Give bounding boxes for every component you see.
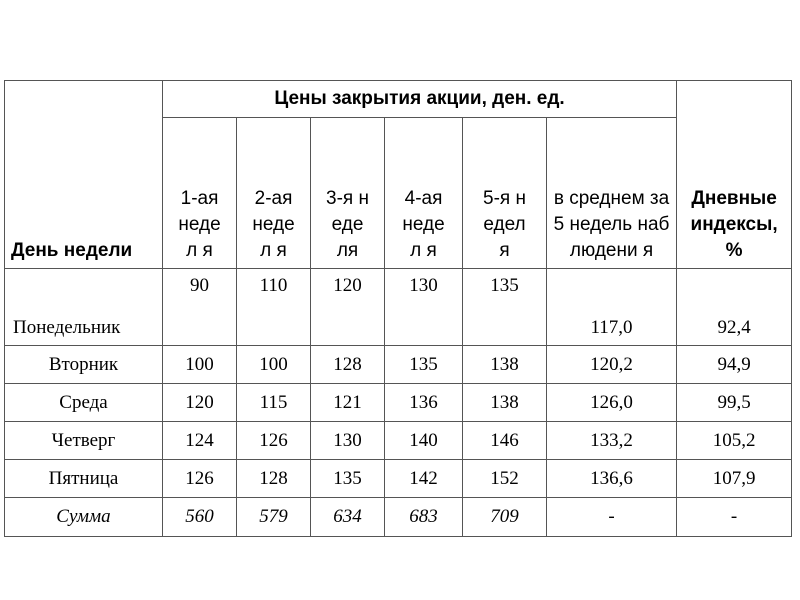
average-cell: 117,0	[547, 269, 677, 346]
header-row-group	[5, 81, 792, 118]
average-cell: 126,0	[547, 384, 677, 422]
closing-prices-header: Цены закрытия акции, ден. ед.	[163, 81, 677, 118]
value-cell: 100	[237, 346, 311, 384]
value-cell: 138	[463, 384, 547, 422]
table-row	[5, 460, 792, 498]
value-cell: 128	[237, 460, 311, 498]
sum-value-cell: 709	[463, 498, 547, 537]
value-cell: 100	[163, 346, 237, 384]
sum-value-cell: 634	[311, 498, 385, 537]
average-cell: 133,2	[547, 422, 677, 460]
day-of-week-header: День недели	[5, 81, 163, 269]
value-cell: 120	[311, 269, 385, 346]
week-3-header-text: 3-я неде ля	[326, 188, 369, 261]
sum-value-cell: 579	[237, 498, 311, 537]
value-cell: 135	[311, 460, 385, 498]
average-header	[547, 118, 677, 269]
week-2-header	[237, 118, 311, 269]
week-3-header	[311, 118, 385, 269]
week-4-header-text: 4-ая недел я	[402, 188, 445, 261]
value-cell: 152	[463, 460, 547, 498]
daily-index-header-text: Дневные индексы, %	[690, 188, 778, 261]
value-cell: 135	[385, 346, 463, 384]
sum-value-cell: 560	[163, 498, 237, 537]
value-cell: 136	[385, 384, 463, 422]
value-cell: 126	[163, 460, 237, 498]
value-cell: 126	[237, 422, 311, 460]
sum-index-cell: -	[677, 498, 792, 537]
value-cell: 140	[385, 422, 463, 460]
index-cell: 92,4	[677, 269, 792, 346]
index-cell: 99,5	[677, 384, 792, 422]
value-cell: 115	[237, 384, 311, 422]
day-cell: Пятница	[5, 460, 163, 498]
value-cell: 110	[237, 269, 311, 346]
value-cell: 130	[311, 422, 385, 460]
value-cell: 146	[463, 422, 547, 460]
table-row	[5, 384, 792, 422]
value-cell: 90	[163, 269, 237, 346]
sum-value-cell: 683	[385, 498, 463, 537]
value-cell: 135	[463, 269, 547, 346]
day-cell: Четверг	[5, 422, 163, 460]
average-cell: 136,6	[547, 460, 677, 498]
value-cell: 121	[311, 384, 385, 422]
week-1-header-text: 1-ая недел я	[178, 188, 221, 261]
week-2-header-text: 2-ая недел я	[252, 188, 295, 261]
day-cell: Понедельник	[5, 269, 163, 346]
daily-index-header	[677, 81, 792, 269]
index-cell: 94,9	[677, 346, 792, 384]
sum-average-cell: -	[547, 498, 677, 537]
week-4-header	[385, 118, 463, 269]
week-1-header	[163, 118, 237, 269]
index-cell: 107,9	[677, 460, 792, 498]
value-cell: 120	[163, 384, 237, 422]
value-cell: 142	[385, 460, 463, 498]
day-cell: Вторник	[5, 346, 163, 384]
index-cell: 105,2	[677, 422, 792, 460]
sum-label: Сумма	[5, 498, 163, 537]
stock-price-table	[4, 80, 792, 537]
week-5-header	[463, 118, 547, 269]
value-cell: 130	[385, 269, 463, 346]
sum-row	[5, 498, 792, 537]
average-header-text: в среднем за 5 недель наблюдени я	[553, 188, 670, 261]
value-cell: 124	[163, 422, 237, 460]
table-row	[5, 346, 792, 384]
week-5-header-text: 5-я недел я	[483, 188, 526, 261]
table-row	[5, 269, 792, 346]
value-cell: 128	[311, 346, 385, 384]
table-row	[5, 422, 792, 460]
average-cell: 120,2	[547, 346, 677, 384]
day-cell: Среда	[5, 384, 163, 422]
value-cell: 138	[463, 346, 547, 384]
